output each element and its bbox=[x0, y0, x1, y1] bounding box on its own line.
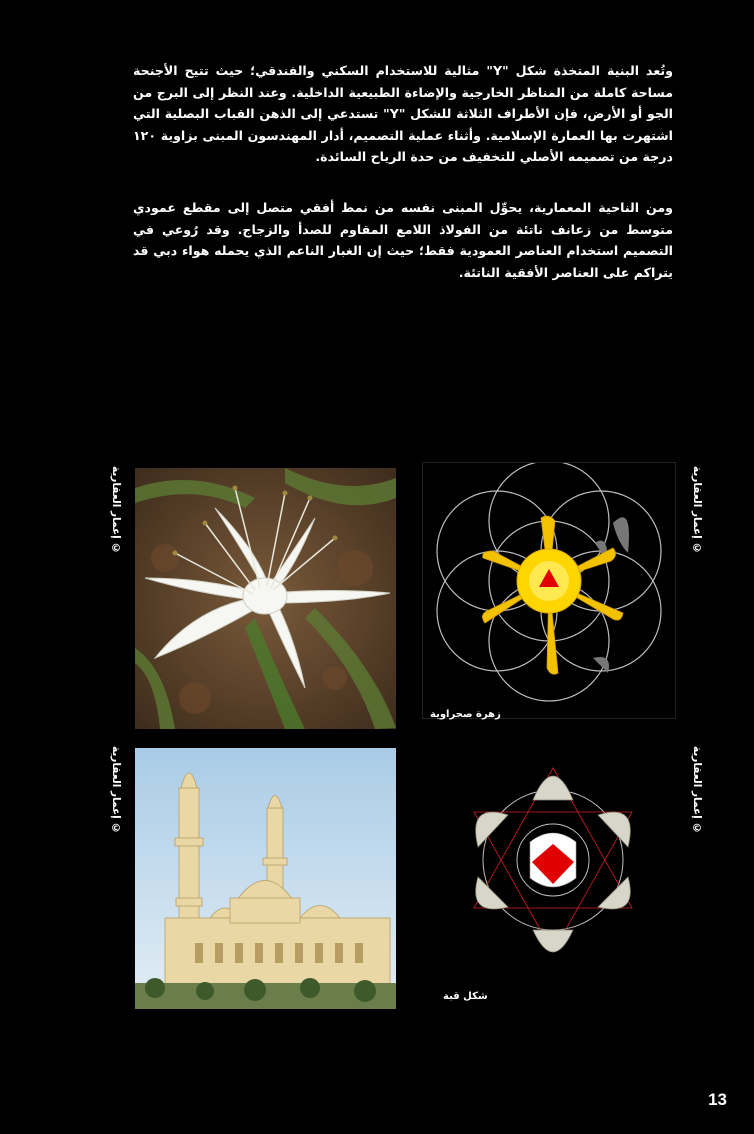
body-paragraph-1: وتُعد البنية المتخذة شكل "Y" مثالية للاستخدام السكني والفندقي؛ حيث تتيح الأجنحة مساحة كاملة من المناظر الخارجية والإضاءة الطبيعية الداخلية. وعند النظر إلى البرج من الجو أو الأرض، فإن الأطراف الثلاثة للشكل "Y" تستدعي إلى الذهن القباب البصلية التي اشتهرت بها العمارة الإسلامية. وأثناء عملية التصميم، أدار المهندسون المبنى بزاوية ١٢٠ درجة من تصميمه الأصلي للتخفيف من حدة الرياح السائدة. bbox=[133, 63, 673, 164]
photo-credit-bottom-right: © إعمار العقارية bbox=[691, 746, 703, 835]
dome-shape-diagram bbox=[434, 752, 672, 984]
photo-credit-top-right: © إعمار العقارية bbox=[691, 466, 703, 555]
caption-dome-shape: شكل قبة bbox=[443, 991, 488, 1002]
page-number: 13 bbox=[708, 1090, 727, 1109]
photo-credit-bottom-left: © إعمار العقارية bbox=[110, 746, 122, 835]
caption-desert-flower: زهرة صحراوية bbox=[430, 709, 501, 720]
desert-flower-geometry-diagram bbox=[422, 462, 676, 719]
spider-lily-photo bbox=[135, 468, 396, 729]
mosque-photo bbox=[135, 748, 396, 1009]
body-paragraph-2: ومن الناحية المعمارية، يحوِّل المبنى نفسه من نمط أفقي متصل إلى مقطع عمودي متوسط من زعانف ناتئة من الفولاذ اللامع المقاوم للصدأ والزجاج. وقد رُوعي في التصميم استخدام العناصر العمودية فقط؛ حيث إن الغبار الناعم الذي يحمله هواء دبي قد يتراكم على العناصر الأفقية الناتئة. bbox=[133, 200, 673, 280]
photo-credit-top-left: © إعمار العقارية bbox=[110, 466, 122, 555]
